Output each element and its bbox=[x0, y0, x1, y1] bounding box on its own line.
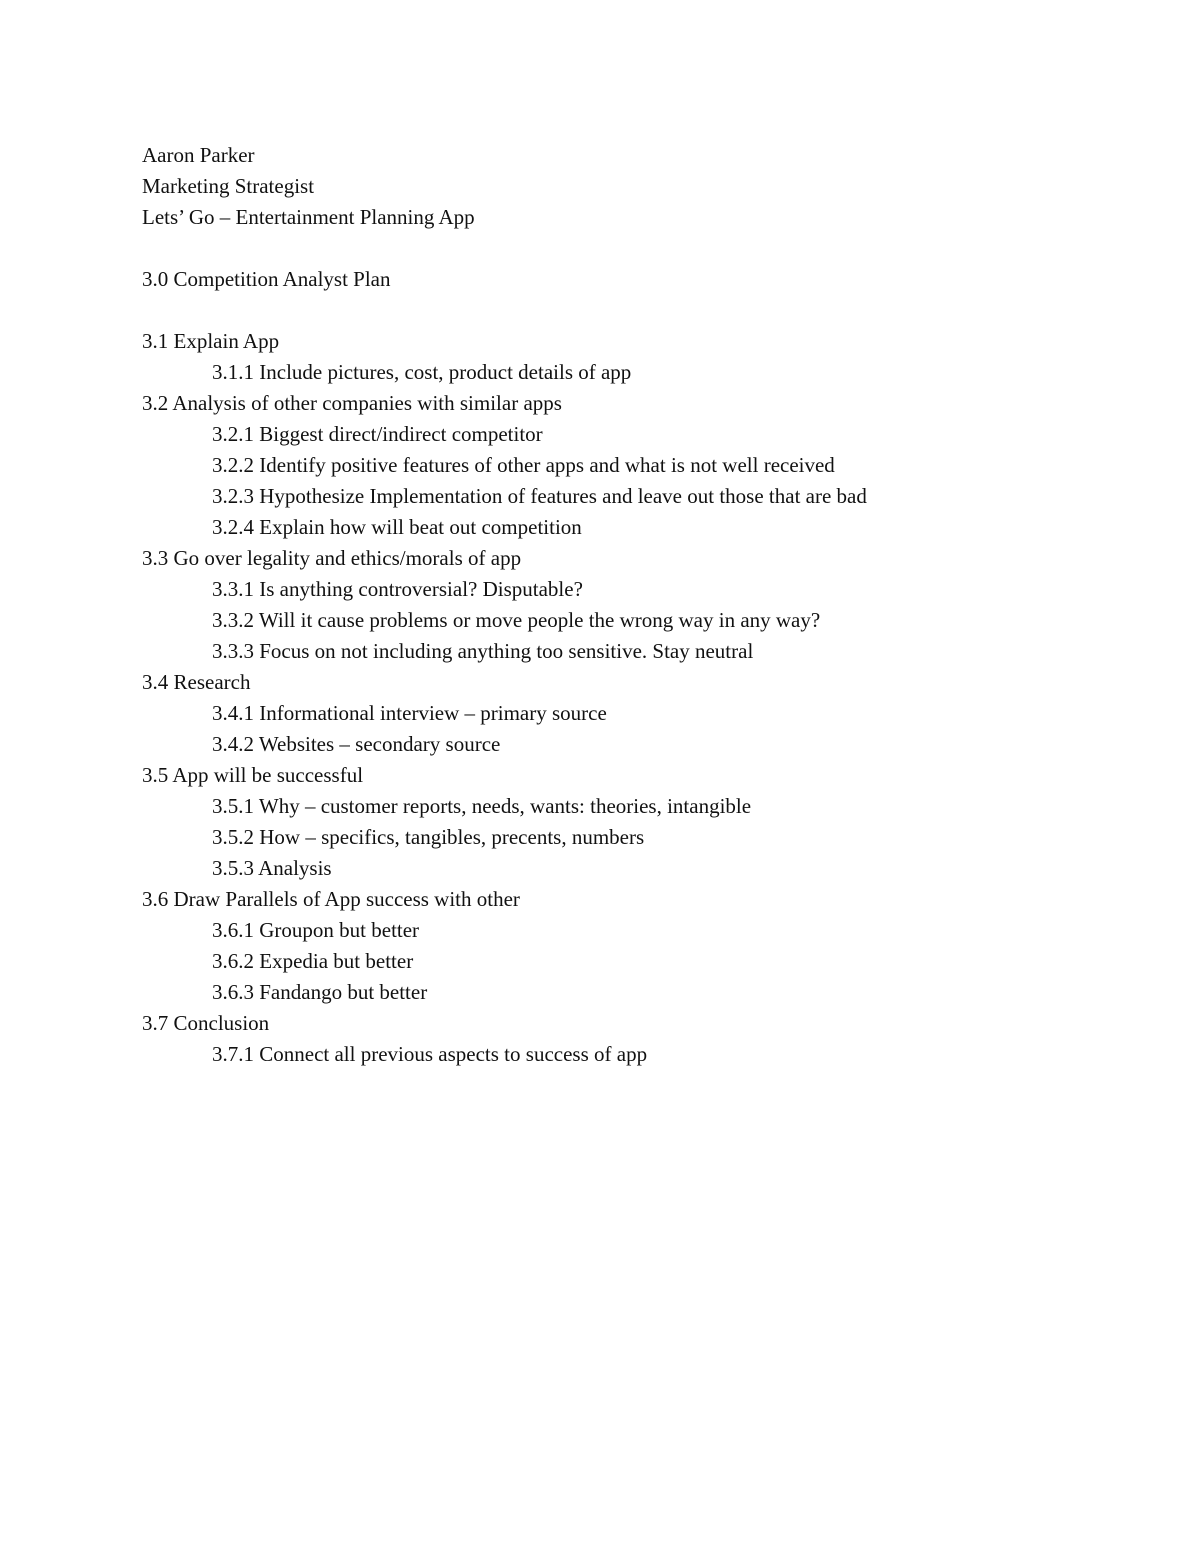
author-name: Aaron Parker bbox=[142, 143, 255, 167]
section-item: 3.1.1 Include pictures, cost, product details of app bbox=[212, 360, 632, 384]
section-heading: 3.5 App will be successful bbox=[142, 763, 364, 787]
section-item: 3.6.3 Fandango but better bbox=[212, 980, 428, 1004]
section-heading: 3.4 Research bbox=[142, 670, 251, 694]
author-role: Marketing Strategist bbox=[142, 174, 315, 198]
section-item: 3.5.3 Analysis bbox=[212, 856, 332, 880]
section-item: 3.5.1 Why – customer reports, needs, wants: theories, intangible bbox=[212, 794, 752, 818]
spacer bbox=[142, 295, 1122, 326]
spacer bbox=[142, 233, 1122, 264]
plan-title: 3.0 Competition Analyst Plan bbox=[142, 267, 391, 291]
section-item: 3.3.2 Will it cause problems or move people the wrong way in any way? bbox=[212, 608, 821, 632]
section-heading: 3.7 Conclusion bbox=[142, 1011, 270, 1035]
section-item: 3.2.4 Explain how will beat out competition bbox=[212, 515, 582, 539]
section-heading: 3.1 Explain App bbox=[142, 329, 280, 353]
section-item: 3.7.1 Connect all previous aspects to success of app bbox=[212, 1042, 648, 1066]
section-item: 3.4.2 Websites – secondary source bbox=[212, 732, 501, 756]
section-item: 3.3.1 Is anything controversial? Disputable? bbox=[212, 577, 583, 601]
section-item: 3.2.2 Identify positive features of other apps and what is not well received bbox=[212, 453, 835, 477]
section-item: 3.2.1 Biggest direct/indirect competitor bbox=[212, 422, 543, 446]
document-body bbox=[142, 140, 1122, 1070]
section-item: 3.6.2 Expedia but better bbox=[212, 949, 414, 973]
section-item: 3.4.1 Informational interview – primary source bbox=[212, 701, 607, 725]
section-heading: 3.2 Analysis of other companies with similar apps bbox=[142, 391, 562, 415]
section-item: 3.6.1 Groupon but better bbox=[212, 918, 420, 942]
project-title: Lets’ Go – Entertainment Planning App bbox=[142, 205, 475, 229]
section-item: 3.3.3 Focus on not including anything too sensitive. Stay neutral bbox=[212, 639, 754, 663]
section-heading: 3.3 Go over legality and ethics/morals of app bbox=[142, 546, 522, 570]
section-heading: 3.6 Draw Parallels of App success with other bbox=[142, 887, 520, 911]
section-item: 3.2.3 Hypothesize Implementation of features and leave out those that are bad bbox=[212, 484, 867, 508]
section-item: 3.5.2 How – specifics, tangibles, precents, numbers bbox=[212, 825, 645, 849]
